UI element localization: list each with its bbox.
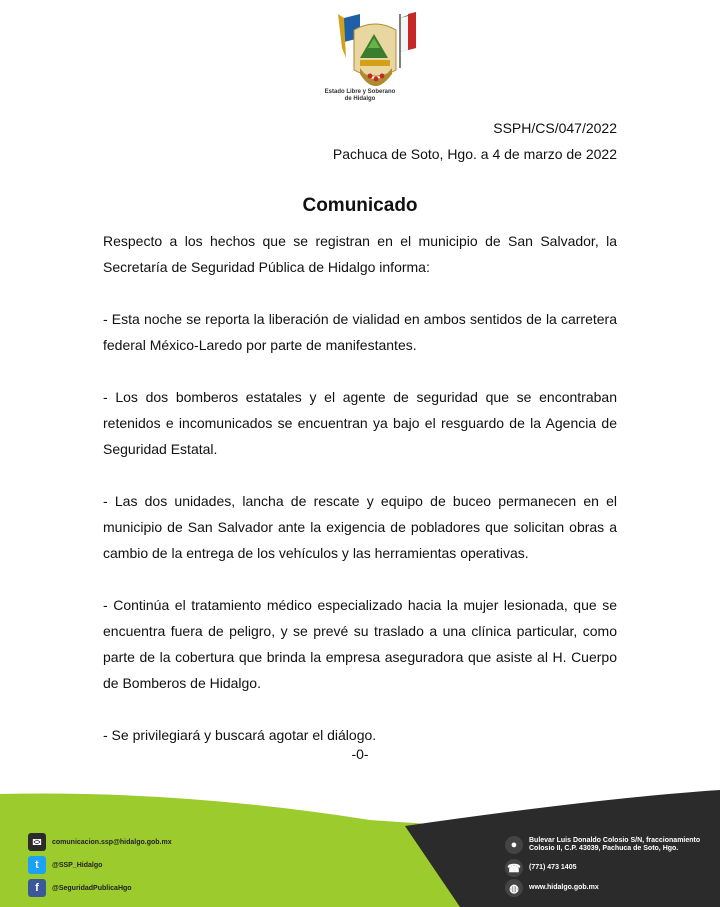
facebook-handle[interactable]: @SeguridadPublicaHgo (52, 884, 132, 892)
twitter-icon: t (28, 856, 46, 874)
email-text[interactable]: comunicacion.ssp@hidalgo.gob.mx (52, 838, 172, 846)
location-pin-icon: ● (505, 836, 523, 854)
seal-caption (300, 89, 420, 103)
twitter-handle[interactable]: @SSP_Hidalgo (52, 861, 103, 869)
paragraph-units: - Las dos unidades, lancha de rescate y equipo de buceo permanecen en el municipio de San Salvador ante la exigencia de pobladores que solicitan obras a cambio de la entrega de los vehículos y las herramientas operativas. (103, 493, 617, 561)
mail-icon: ✉ (28, 833, 46, 851)
paragraph-firefighters: - Los dos bomberos estatales y el agente de seguridad que se encontraban retenidos e incomunicados se encuentran ya bajo el resguardo de la Agencia de Seguridad Estatal. (103, 389, 617, 457)
footer-email (28, 833, 172, 851)
paragraph-intro: Respecto a los hechos que se registran en el municipio de San Salvador, la Secretaría de Seguridad Pública de Hidalgo informa: (103, 233, 617, 275)
footer-facebook (28, 879, 132, 897)
paragraph-medical: - Continúa el tratamiento médico especializado hacia la mujer lesionada, que se encuentra fuera de peligro, y se prevé su traslado a una clínica particular, como parte de la cobertura que brinda la empresa aseguradora que asiste al H. Cuerpo de Bomberos de Hidalgo. (103, 597, 617, 691)
document-body (103, 228, 617, 774)
footer (0, 780, 720, 907)
footer-address (505, 836, 700, 854)
facebook-icon: f (28, 879, 46, 897)
document-title: Comunicado (302, 195, 418, 216)
seal-caption-line1: Estado Libre y Soberano (324, 89, 396, 95)
paragraph-road: - Esta noche se reporta la liberación de vialidad en ambos sentidos de la carretera federal México-Laredo por parte de manifestantes. (103, 311, 617, 353)
website-text[interactable]: www.hidalgo.gob.mx (529, 884, 599, 891)
phone-text[interactable]: (771) 473 1405 (529, 864, 577, 871)
address-line2: Colosio II, C.P. 43039, Pachuca de Soto, Hgo. (529, 845, 679, 852)
footer-phone (505, 859, 576, 877)
paragraph-dialogue: - Se privilegiará y buscará agotar el diálogo. (103, 727, 377, 743)
closing-mark: -0- (351, 746, 369, 762)
seal-caption-line2: de Hidalgo (344, 96, 376, 102)
globe-icon: ◍ (505, 879, 523, 897)
address-line1: Bulevar Luis Donaldo Colosio S/N, fraccionamiento (529, 837, 701, 844)
place-date: Pachuca de Soto, Hgo. a 4 de marzo de 2022 (332, 146, 617, 162)
phone-icon: ☎ (505, 859, 523, 877)
footer-website (505, 879, 599, 897)
reference-number: SSPH/CS/047/2022 (493, 120, 617, 136)
footer-twitter (28, 856, 102, 874)
